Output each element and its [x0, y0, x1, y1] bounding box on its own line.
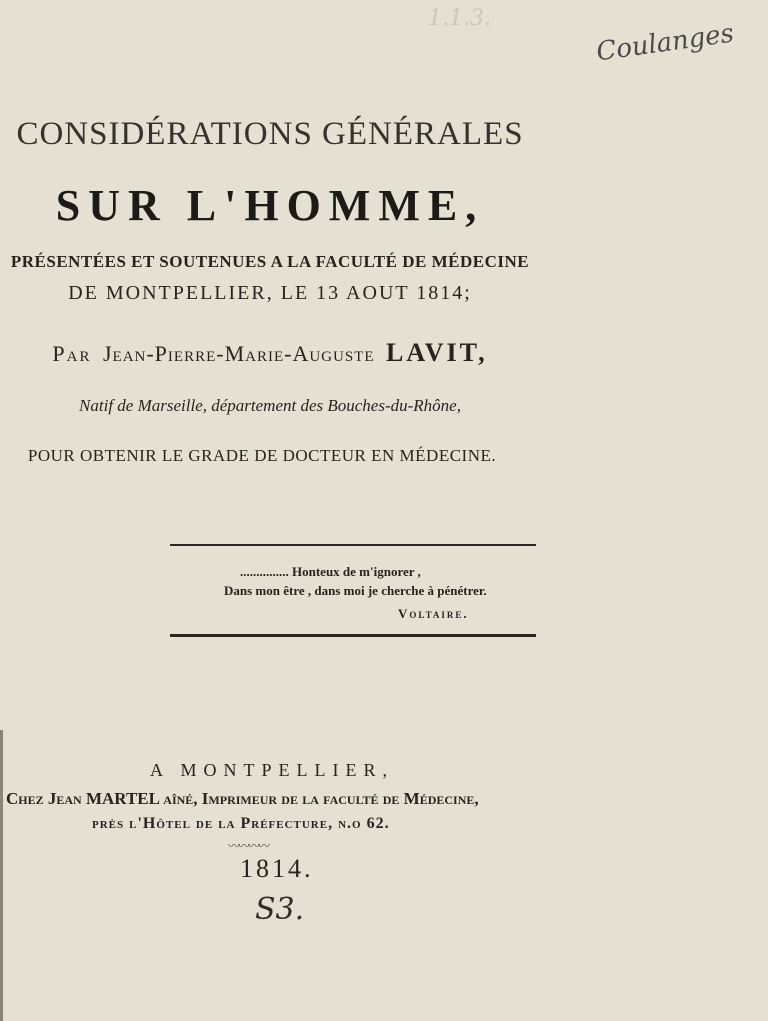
stamp-mark: 1.1.3.: [428, 6, 491, 31]
presentation-line-1: PRÉSENTÉES ET SOUTENUES A LA FACULTÉ DE MÉDECINE: [10, 252, 530, 271]
author-name: Jean-Pierre-Marie-Auguste: [102, 341, 375, 366]
imprint-year: 1814.: [240, 854, 314, 883]
epigraph-attribution: Voltaire.: [398, 606, 469, 621]
handwritten-mark: S3.: [255, 892, 305, 927]
epigraph-top-rule: [170, 544, 536, 546]
imprint-address: près l'Hôtel de la Préfecture, n.o 62.: [92, 815, 390, 832]
purpose-line: POUR OBTENIR LE GRADE DE DOCTEUR EN MÉDECINE.: [27, 446, 497, 465]
presentation-line-2: DE MONTPELLIER, LE 13 AOUT 1814;: [68, 282, 472, 304]
imprint-city: A MONTPELLIER,: [150, 760, 394, 780]
imprint-printer: Chez Jean MARTEL aîné, Imprimeur de la faculté de Médecine,: [6, 789, 479, 808]
imprint-ornament: 〰〰〰〰: [228, 839, 269, 853]
page-left-edge: [0, 730, 3, 1021]
author-surname: LAVIT,: [386, 338, 488, 367]
title-line-2: SUR L'HOMME,: [55, 181, 485, 230]
epigraph-bottom-rule: [170, 634, 536, 637]
origin-line: Natif de Marseille, département des Bouches-du-Rhône,: [79, 396, 461, 415]
epigraph-line-2: Dans mon être , dans moi je cherche à pénétrer.: [224, 583, 487, 598]
epigraph-line-1: ............... Honteux de m'ignorer ,: [240, 564, 421, 579]
author-line: [0, 338, 540, 368]
title-line-1: CONSIDÉRATIONS GÉNÉRALES: [16, 116, 524, 152]
author-prefix: Par: [52, 341, 92, 366]
handwritten-signature: Coulanges: [594, 18, 736, 68]
